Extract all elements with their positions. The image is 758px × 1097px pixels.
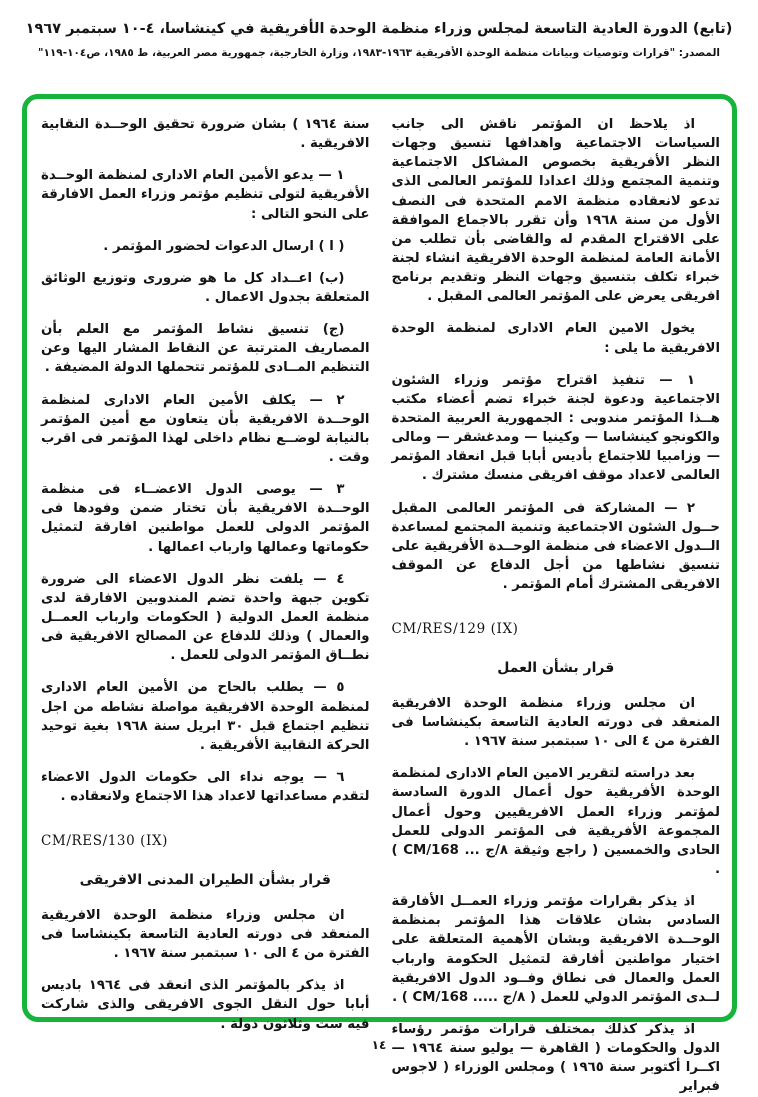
page-number: ١٤ xyxy=(371,1038,387,1052)
paragraph: اذ يلاحظ ان المؤتمر ناقش الى جانب السياسات الاجتماعية واهدافها تنسيق وجهات النظر الأفريقية بخصوص المشاكل الاجتماعية وتنمية المجتمع وذلك اعدادا للمؤتمر العالمى الذى تدعو لانعقاده منظمة الامم المتحدة فى النصف الأول من سنة ١٩٦٨ وأن تقرر بالاجماع الموافقة على الاقتراح المقدم له والقاضى بأن تطلب من الأمانة العامة لمنظمة الوحدة الافريقية انشاء لجنة خبراء تكلف بتنسيق وجهات النظر وتقديم برنامج افريقى يعرض على المؤتمر العالمى المقبل . xyxy=(391,117,720,305)
paragraph: سنة ١٩٦٤ ) بشان ضرورة تحقيق الوحــدة النقابية الافريقية . xyxy=(41,117,370,152)
paragraph: ( ا ) ارسال الدعوات لحضور المؤتمر . xyxy=(103,238,345,254)
paragraph: ٤ — يلفت نظر الدول الاعضاء الى ضرورة تكوين جبهة واحدة تضم المندوبين الافارقة لدى منظمة العمل الدولية ( الحكومات وارباب العمــل والعمال ) وذلك للدفاع عن المصالح الافريقية فى نطــاق المؤتمر الدولى للعمل . xyxy=(41,571,370,664)
paragraph: ٥ — يطلب بالحاح من الأمين العام الادارى لمنظمة الوحدة الافريقية مواصلة نشاطه من اجل تنظيم اجتماع قبل ٣٠ ابريل سنة ١٩٦٨ بغية توحيد الحركة النقابية الأفريقية . xyxy=(41,680,370,753)
paragraph: اذ يذكر كذلك بمختلف قرارات مؤتمر رؤساء الدول والحكومات ( القاهرة — يوليو سنة ١٩٦٤ — اكــرا أكتوبر سنة ١٩٦٥ ) ومجلس الوزراء ( لاجوس فبراير xyxy=(391,1021,720,1095)
resolution-code: CM/RES/129 (IX) xyxy=(391,621,519,638)
paragraph: (ج) تنسيق نشاط المؤتمر مع العلم بأن المصاريف المترتبة عن النقاط المشار اليها وعن التنظيم المــادى للمؤتمر تتحملها الدولة المضيفة . xyxy=(41,322,370,376)
paragraph: اذ يذكر بقرارات مؤتمر وزراء العمــل الأفارقة السادس بشان علاقات هذا المؤتمر بمنظمة الوحــدة الافريقية وبشان الأهمية المتعلقة على اختيار مواطنين أفارقة لتمثيل الحكومة وارباب العمل والعمال فى نطاق وفــود الدول الافريقية لــدى المؤتمر الدولي للعمل ( ٨/ج ..... CM/168 ) . xyxy=(391,894,720,1005)
paragraph: ٣ — يوصى الدول الاعضــاء فى منظمة الوحــدة الافريقية بأن تختار ضمن وفودها فى المؤتمر الدولى للعمل مواطنين افارقة لتمثيل حكوماتها وعمالها وارباب اعمالها . xyxy=(41,482,370,555)
paragraph: ٢ — يكلف الأمين العام الادارى لمنظمة الوحــدة الافريقية بأن يتعاون مع أمين المؤتمر بالنيابة لوضــع نظام داخلى لهذا المؤتمر فى اقرب وقت . xyxy=(41,392,370,465)
document-title: (تابع) الدورة العادية التاسعة لمجلس وزراء منظمة الوحدة الأفريقية في كينشاسا، ٤-١٠ سبتمبر ١٩٦٧ xyxy=(25,21,733,37)
paragraph: ٢ — المشاركة فى المؤتمر العالمى المقبل حــول الشئون الاجتماعية وتنمية المجتمع لمساعدة الــدول الاعضاء فى منظمة الوحــدة الأفريقية على تنسيق نشاطها من أجل الدفاع عن الموقف الافريقى المشترك أمام المؤتمر . xyxy=(391,500,720,593)
column-right xyxy=(391,115,721,1095)
paragraph: (ب) اعــداد كل ما هو ضرورى وتوزيع الوثائق المتعلقة بجدول الاعمال . xyxy=(41,270,370,305)
paragraph: اذ يذكر بالمؤتمر الذى انعقد فى ١٩٦٤ باديس أبابا حول النقل الجوى الافريقى والذى شاركت فيه ست وثلاثون دولة . xyxy=(41,978,370,1032)
resolution-heading: قرار بشأن الطيران المدنى الافريقى xyxy=(79,871,331,888)
paragraph: ٦ — يوجه نداء الى حكومات الدول الاعضاء لتقدم مساعداتها لاعداد هذا الاجتماع ولانعقاده . xyxy=(41,769,370,805)
resolution-code: CM/RES/130 (IX) xyxy=(41,833,169,850)
paragraph: بعد دراسته لتقرير الامين العام الادارى لمنظمة الوحدة الأفريقية حول أعمال الدورة السادسة لمؤتمر وزراء العمل الافريقيين وحول أعمال المجموعة الأفريقية فى المؤتمر الدولى للعمل الحادى والخمسين ( راجع وثيقة ٨/ج ... CM/168 ) . xyxy=(391,766,720,877)
paragraph: يخول الامين العام الادارى لمنظمة الوحدة الافريقية ما يلى : xyxy=(391,321,720,356)
resolution-heading: قرار بشأن العمل xyxy=(497,659,615,676)
column-left xyxy=(41,115,370,1032)
paragraph: ١ — يدعو الأمين العام الادارى لمنظمة الوحــدة الأفريقية لتولى تنظيم مؤتمر وزراء العمل الافارقة على النحو التالى : xyxy=(41,168,370,222)
paragraph: ان مجلس وزراء منظمة الوحدة الافريقية المنعقد فى دورته العادية التاسعة بكينشاسا فى الفترة من ٤ الى ١٠ سبتمبر سنة ١٩٦٧ . xyxy=(391,695,720,750)
document-source-line: المصدر: "قرارات وتوصيات وبيانات منظمة الوحدة الأفريقية ١٩٦٣-١٩٨٣، وزارة الخارجية، جمهورية مصر العربية، ط ١٩٨٥، ص١٠٤-١١٩" xyxy=(38,47,720,59)
page-header xyxy=(0,0,758,59)
paragraph: ١ — تنفيذ اقتراح مؤتمر وزراء الشئون الاجتماعية ودعوة لجنة خبراء تضم أعضاء مكتب هــذا المؤتمر مندوبى : الجمهورية العربية المتحدة والكونجو كينشاسا — وكينيا — ومدغشقر — ومالى — وزامبيا للاجتماع بأديس أبابا قبل انعقاد المؤتمر العالمى لاعداد موقف افريقى منسك مشترك . xyxy=(391,372,720,484)
paragraph: ان مجلس وزراء منظمة الوحدة الافريقية المنعقد فى دورته العادية التاسعة بكينشاسا فى الفترة من ٤ الى ١٠ سبتمبر سنة ١٩٦٧ . xyxy=(41,907,370,962)
